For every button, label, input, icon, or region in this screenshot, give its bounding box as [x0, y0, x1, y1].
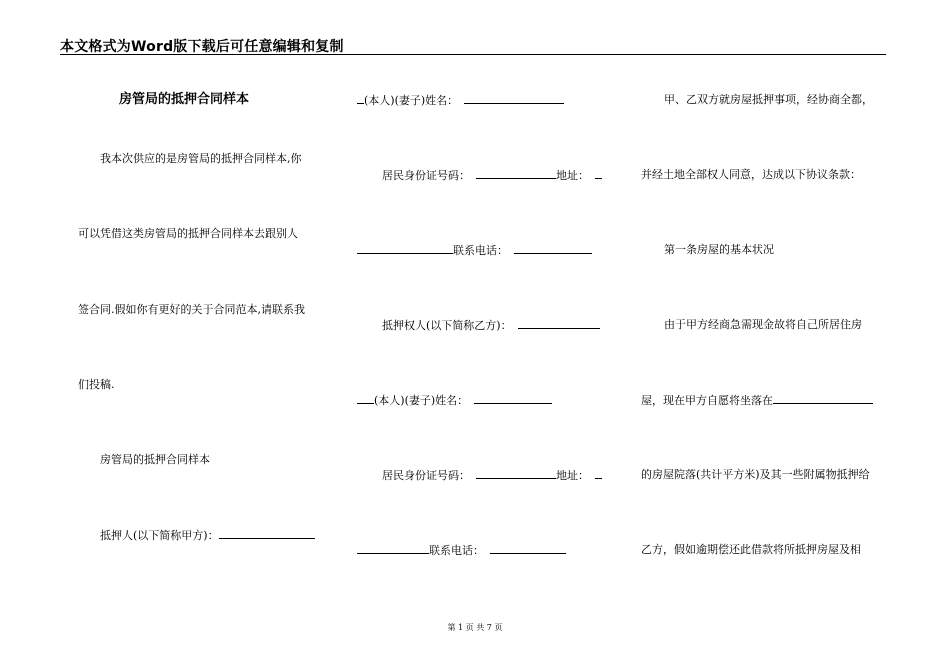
name-line — [357, 393, 552, 408]
blank-field — [357, 543, 429, 554]
blank-field — [357, 393, 374, 404]
paragraph-line: 并经土地全部权人同意，达成以下协议条款： — [641, 168, 861, 181]
phone-label: 联系电话： — [453, 244, 508, 257]
document-title: 房管局的抵押合同样本 — [119, 92, 250, 107]
paragraph-line: 由于甲方经商急需现金故将自己所居住房 — [664, 318, 862, 331]
blank-field — [476, 468, 556, 479]
paragraph-line: 我本次供应的是房管局的抵押合同样本,你 — [100, 152, 302, 165]
blank-field — [595, 468, 602, 479]
document-header — [60, 36, 886, 55]
article-heading: 第一条房屋的基本状况 — [664, 243, 774, 256]
blank-field — [514, 243, 592, 254]
blank-field — [518, 318, 600, 329]
id-address-line — [382, 168, 602, 183]
paragraph-line: 的房屋院落(共计平方米)及其一些附属物抵押给 — [641, 468, 870, 481]
blank-field — [464, 93, 564, 104]
paragraph-line: 们投稿. — [78, 378, 115, 391]
location-label: 屋，现在甲方自愿将坐落在 — [641, 394, 773, 407]
section-heading: 房管局的抵押合同样本 — [100, 453, 210, 466]
paragraph-line: 可以凭借这类房管局的抵押合同样本去跟别人 — [78, 227, 298, 240]
mortgagee-line — [382, 318, 600, 333]
blank-field — [219, 528, 315, 539]
mortgagor-label: 抵押人(以下简称甲方)： — [100, 529, 219, 542]
name-line — [357, 93, 564, 108]
address-label: 地址： — [556, 469, 589, 482]
id-address-line — [382, 468, 602, 483]
paragraph-line: 签合同.假如你有更好的关于合同范本,请联系我 — [78, 303, 305, 316]
name-label: (本人)(妻子)姓名： — [374, 394, 469, 407]
blank-field — [357, 243, 453, 254]
blank-field — [595, 168, 602, 179]
mortgagor-line — [100, 528, 315, 543]
name-label: (本人)(妻子)姓名： — [364, 94, 459, 107]
location-line — [641, 393, 873, 408]
phone-line — [357, 543, 566, 558]
address-label: 地址： — [556, 169, 589, 182]
id-label: 居民身份证号码： — [382, 169, 470, 182]
paragraph-line: 甲、乙双方就房屋抵押事项，经协商全都， — [664, 93, 873, 106]
blank-field — [476, 168, 556, 179]
paragraph-line: 乙方，假如逾期偿还此借款将所抵押房屋及相 — [641, 543, 861, 556]
blank-field — [773, 393, 873, 404]
phone-label: 联系电话： — [429, 544, 484, 557]
phone-line — [357, 243, 592, 258]
blank-field — [357, 93, 364, 104]
header-text: 本文格式为Word版下载后可任意编辑和复制 — [60, 39, 344, 55]
id-label: 居民身份证号码： — [382, 469, 470, 482]
page-number: 第 1 页 共 7 页 — [447, 623, 503, 632]
blank-field — [490, 543, 566, 554]
blank-field — [474, 393, 552, 404]
mortgagee-label: 抵押权人(以下简称乙方)： — [382, 319, 512, 332]
